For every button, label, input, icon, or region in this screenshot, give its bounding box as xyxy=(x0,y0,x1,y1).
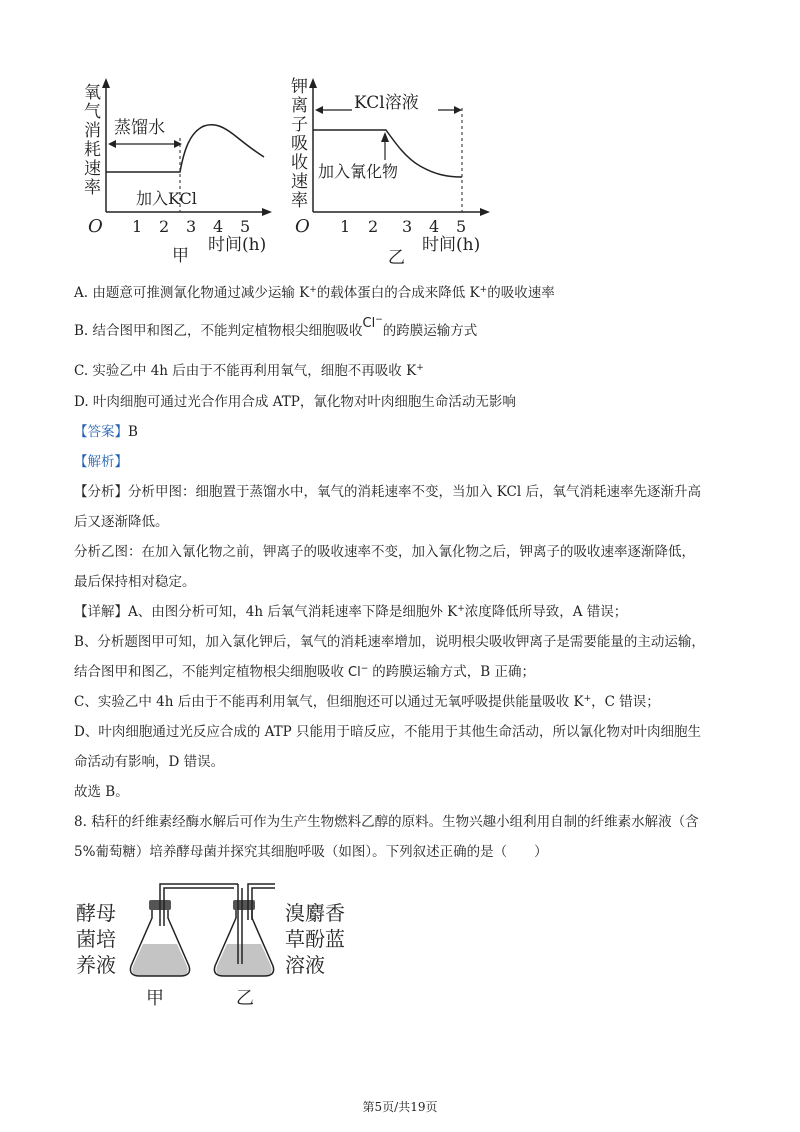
option-b-text1: B. 结合图甲和图乙，不能判定植物根尖细胞吸收 xyxy=(74,323,363,339)
jia-x-arrow xyxy=(262,208,272,216)
svg-text:钾: 钾 xyxy=(291,77,308,97)
yi-bracket-arrow-right xyxy=(454,106,462,114)
yi-bracket-label: KCl溶液 xyxy=(354,93,419,113)
svg-text:养液: 养液 xyxy=(76,953,116,977)
svg-text:4: 4 xyxy=(429,217,440,236)
svg-text:溶液: 溶液 xyxy=(285,953,325,977)
option-c xyxy=(74,362,424,380)
detail-d2: 命活动有影响，D 错误。 xyxy=(74,754,225,770)
svg-text:收: 收 xyxy=(291,153,308,173)
detail-c-text1: C、实验乙中 4h 后由于不能再利用氧气，但细胞还可以通过无氧呼吸提供能量吸收 K xyxy=(74,694,584,710)
flask-left-label xyxy=(76,901,116,977)
detail-a xyxy=(74,603,627,621)
analysis-heading: 【解析】 xyxy=(74,454,128,470)
svg-text:3: 3 xyxy=(186,217,197,236)
svg-text:1: 1 xyxy=(340,217,351,236)
detail-b1: B、分析题图甲可知，加入氯化钾后，氧气的消耗速率增加，说明根尖吸收钾离子是需要能量的主动运输， xyxy=(74,634,705,650)
yi-y-arrow xyxy=(309,78,317,88)
yi-caption: 乙 xyxy=(388,248,405,268)
question8-line1: 8. 秸秆的纤维素经酶水解后可作为生产生物燃料乙醇的原料。生物兴趣小组利用自制的纤维素水解液（含 xyxy=(74,814,699,830)
jia-caption: 甲 xyxy=(172,246,189,266)
svg-text:吸: 吸 xyxy=(291,134,308,154)
svg-text:耗: 耗 xyxy=(84,140,101,160)
svg-text:率: 率 xyxy=(84,178,101,198)
svg-text:率: 率 xyxy=(291,191,308,211)
detail-label: 【详解】 xyxy=(74,604,128,620)
svg-text:3: 3 xyxy=(402,217,413,236)
detail-c xyxy=(74,693,660,711)
detail-a-text2: 浓度降低所导致，A 错误； xyxy=(464,604,628,620)
option-b-ion: Cl− xyxy=(362,315,383,331)
svg-text:草酚蓝: 草酚蓝 xyxy=(285,927,345,951)
option-c-text: C. 实验乙中 4h 后由于不能再利用氧气，细胞不再吸收 K xyxy=(74,363,417,379)
detail-b2-ion: Cl− xyxy=(348,664,369,680)
analysis-p1-line2: 后又逐渐降低。 xyxy=(74,514,169,530)
detail-a-text1: A、由图分析可知，4h 后氧气消耗速率下降是细胞外 K xyxy=(128,604,458,620)
answer-label: 【答案】 xyxy=(74,424,128,440)
chart-jia xyxy=(84,78,272,266)
detail-c-sup: + xyxy=(583,694,592,704)
detail-b2-text2: 的跨膜运输方式，B 正确； xyxy=(372,664,535,680)
option-b-text2: 的跨膜运输方式 xyxy=(382,323,478,339)
flask-yi xyxy=(214,884,275,976)
analysis-p1-line1 xyxy=(74,483,701,501)
svg-text:菌培: 菌培 xyxy=(76,927,116,951)
option-a-sup2: + xyxy=(479,285,488,295)
yi-bracket-arrow-left xyxy=(315,106,323,114)
svg-text:离: 离 xyxy=(291,96,308,116)
detail-c-text2: ，C 错误； xyxy=(591,694,660,710)
option-a-text2: 的载体蛋白的合成来降低 K xyxy=(316,285,480,301)
answer-value: B xyxy=(128,424,138,440)
answer-line xyxy=(74,423,138,441)
svg-text:2: 2 xyxy=(368,217,379,236)
analysis-p1-text: 分析甲图：细胞置于蒸馏水中，氧气的消耗速率不变，当加入 KCl 后，氧气消耗速率先逐渐升高 xyxy=(128,484,701,500)
option-a-sup1: + xyxy=(309,285,317,295)
flask-yi-liquid xyxy=(216,944,271,976)
option-a-text1: A. 由题意可推测氰化物通过减少运输 K xyxy=(74,285,310,301)
jia-bracket-label: 蒸馏水 xyxy=(114,118,165,138)
svg-text:溴麝香: 溴麝香 xyxy=(285,901,345,925)
detail-b2-text1: 结合图甲和图乙，不能判定植物根尖细胞吸收 xyxy=(74,664,344,680)
svg-text:气: 气 xyxy=(84,102,101,122)
yi-x-ticks xyxy=(340,217,466,236)
svg-text:1: 1 xyxy=(132,217,143,236)
flask-right-label xyxy=(285,901,345,977)
svg-text:消: 消 xyxy=(84,121,101,141)
svg-text:子: 子 xyxy=(291,115,308,135)
jia-y-label xyxy=(84,83,101,198)
analysis-p2-line2: 最后保持相对稳定。 xyxy=(74,574,196,590)
figure-flasks xyxy=(0,868,800,1018)
svg-text:速: 速 xyxy=(291,172,308,192)
chart-yi xyxy=(291,77,490,268)
flask-caption-right: 乙 xyxy=(236,988,254,1009)
jia-y-arrow xyxy=(102,78,110,88)
yi-x-arrow xyxy=(480,208,490,216)
jia-x-label: 时间(h) xyxy=(208,235,267,255)
flask-jia-tube xyxy=(160,884,238,926)
jia-x-ticks xyxy=(132,217,250,236)
question8-line2: 5%葡萄糖）培养酵母菌并探究其细胞呼吸（如图）。下列叙述正确的是（ ） xyxy=(74,844,548,860)
detail-b2 xyxy=(74,663,535,682)
jia-bracket-arrow-right xyxy=(174,140,182,148)
flask-jia-liquid xyxy=(132,944,187,976)
option-d: D. 叶肉细胞可通过光合作用合成 ATP，氰化物对叶肉细胞生命活动无影响 xyxy=(74,394,516,410)
svg-text:2: 2 xyxy=(159,217,170,236)
svg-text:5: 5 xyxy=(240,217,251,236)
svg-text:4: 4 xyxy=(213,217,224,236)
analysis-p1-label: 【分析】 xyxy=(74,484,128,500)
option-c-sup: + xyxy=(416,363,424,373)
option-a-text3: 的吸收速率 xyxy=(487,285,555,301)
option-b xyxy=(74,315,478,341)
page-footer: 第5页/共19页 xyxy=(362,1100,438,1114)
jia-origin: O xyxy=(88,216,103,237)
jia-bracket-arrow-left xyxy=(108,140,116,148)
yi-origin: O xyxy=(295,216,310,237)
flask-caption-left: 甲 xyxy=(146,988,164,1009)
yi-annotation: 加入氰化物 xyxy=(318,162,399,181)
svg-text:氧: 氧 xyxy=(84,83,101,103)
figure-charts xyxy=(0,0,800,275)
detail-d1: D、叶肉细胞通过光反应合成的 ATP 只能用于暗反应，不能用于其他生命活动，所以氰化物对叶肉细胞生 xyxy=(74,724,702,740)
yi-y-label xyxy=(291,77,308,211)
jia-annotation: 加入KCl xyxy=(136,189,197,208)
yi-x-label: 时间(h) xyxy=(422,235,481,255)
svg-text:酵母: 酵母 xyxy=(76,901,116,925)
option-a xyxy=(74,284,555,302)
detail-a-sup: + xyxy=(457,604,465,614)
svg-text:速: 速 xyxy=(84,159,101,179)
analysis-p2-line1: 分析乙图：在加入氰化物之前，钾离子的吸收速率不变，加入氰化物之后，钾离子的吸收速率逐渐降低， xyxy=(74,544,695,560)
svg-text:5: 5 xyxy=(456,217,467,236)
conclusion: 故选 B。 xyxy=(74,784,129,800)
